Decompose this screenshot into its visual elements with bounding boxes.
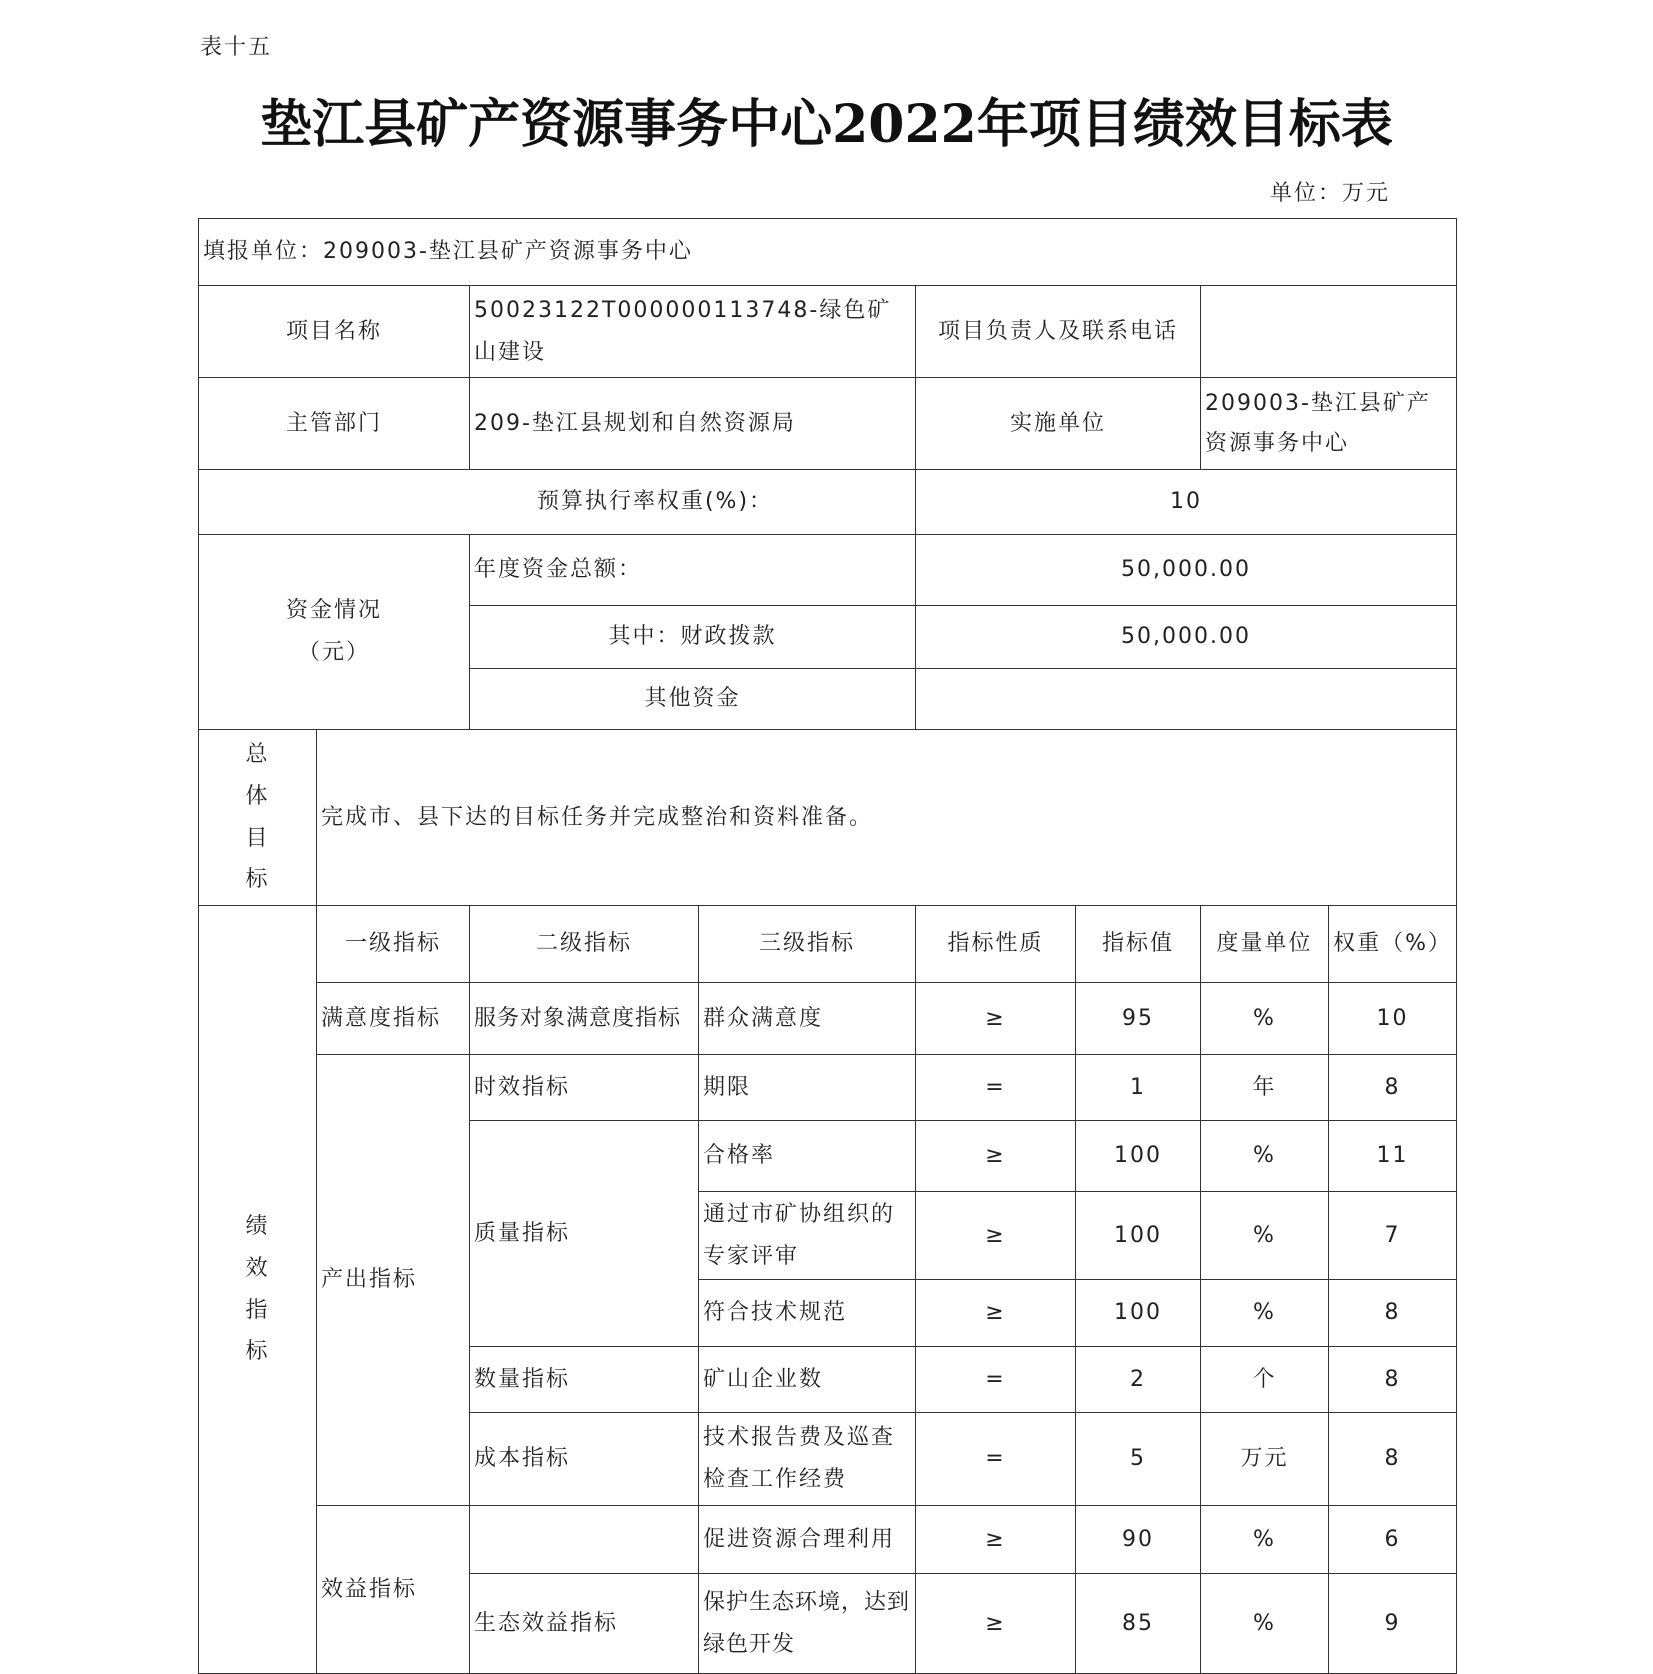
indicator-value: 1 [1076, 1055, 1201, 1121]
implementing-unit-value: 209003-垫江县矿产资源事务中心 [1201, 378, 1457, 470]
department-value: 209-垫江县规划和自然资源局 [470, 378, 916, 470]
level2-quality: 质量指标 [470, 1121, 699, 1347]
table-row [199, 1055, 1457, 1121]
indicator-nature: ≥ [916, 1121, 1076, 1192]
indicator-weight: 7 [1329, 1192, 1457, 1280]
level2-quantity: 数量指标 [470, 1347, 699, 1413]
indicator-name: 通过市矿协组织的专家评审 [699, 1192, 916, 1280]
indicator-char: 绩 [245, 1213, 270, 1239]
header-level2: 二级指标 [470, 906, 699, 983]
indicator-nature: ≥ [916, 1280, 1076, 1347]
performance-target-table [198, 218, 1457, 1674]
indicator-unit: % [1201, 1574, 1329, 1674]
project-leader-value [1201, 286, 1457, 378]
indicator-weight: 10 [1329, 983, 1457, 1055]
indicator-unit: % [1201, 983, 1329, 1055]
indicator-name: 符合技术规范 [699, 1280, 916, 1347]
indicator-value: 100 [1076, 1280, 1201, 1347]
level1-satisfaction: 满意度指标 [317, 983, 470, 1055]
indicator-value: 2 [1076, 1347, 1201, 1413]
header-weight: 权重（%） [1329, 906, 1457, 983]
overall-goal-text: 完成市、县下达的目标任务并完成整治和资料准备。 [317, 730, 1457, 906]
indicator-value: 95 [1076, 983, 1201, 1055]
indicator-name: 技术报告费及巡查检查工作经费 [699, 1413, 916, 1506]
indicator-weight: 8 [1329, 1055, 1457, 1121]
page-title: 垫江县矿产资源事务中心2022年项目绩效目标表 [260, 94, 1393, 155]
indicator-unit: % [1201, 1506, 1329, 1574]
project-name-value: 50023122T000000113748-绿色矿山建设 [470, 286, 916, 378]
annual-funds-label: 年度资金总额： [470, 535, 916, 606]
indicator-nature: = [916, 1055, 1076, 1121]
other-funds-label: 其他资金 [470, 669, 916, 730]
level2-service: 服务对象满意度指标 [470, 983, 699, 1055]
indicators-label [199, 906, 317, 1674]
indicator-weight: 8 [1329, 1280, 1457, 1347]
goal-char: 总 [245, 741, 270, 767]
funds-label-line2: （元） [297, 640, 370, 665]
fiscal-funds-value: 50,000.00 [916, 606, 1457, 669]
indicator-value: 90 [1076, 1506, 1201, 1574]
indicator-nature: ≥ [916, 1192, 1076, 1280]
indicator-unit: % [1201, 1280, 1329, 1347]
funds-label-line1: 资金情况 [285, 598, 382, 624]
indicator-char: 效 [245, 1255, 270, 1281]
header-nature: 指标性质 [916, 906, 1076, 983]
indicator-weight: 8 [1329, 1347, 1457, 1413]
department-label: 主管部门 [199, 378, 470, 470]
indicator-weight: 11 [1329, 1121, 1457, 1192]
annual-funds-value: 50,000.00 [916, 535, 1457, 606]
budget-weight-label: 预算执行率权重(%)： [199, 470, 916, 535]
table-row [199, 983, 1457, 1055]
header-unit: 度量单位 [1201, 906, 1329, 983]
level1-benefit: 效益指标 [317, 1506, 470, 1674]
indicator-name: 促进资源合理利用 [699, 1506, 916, 1574]
fiscal-funds-label: 其中：财政拨款 [470, 606, 916, 669]
unit-label: 单位：万元 [1270, 181, 1391, 206]
indicator-value: 85 [1076, 1574, 1201, 1674]
indicator-nature: ≥ [916, 983, 1076, 1055]
indicator-name: 保护生态环境，达到绿色开发 [699, 1574, 916, 1674]
indicator-unit: % [1201, 1121, 1329, 1192]
indicator-nature: = [916, 1413, 1076, 1506]
indicator-name: 矿山企业数 [699, 1347, 916, 1413]
indicator-nature: ≥ [916, 1506, 1076, 1574]
indicator-nature: ≥ [916, 1574, 1076, 1674]
indicator-unit: % [1201, 1192, 1329, 1280]
level1-output: 产出指标 [317, 1055, 470, 1506]
indicator-value: 100 [1076, 1192, 1201, 1280]
implementing-unit-label: 实施单位 [916, 378, 1201, 470]
indicator-weight: 6 [1329, 1506, 1457, 1574]
project-leader-label: 项目负责人及联系电话 [916, 286, 1201, 378]
other-funds-value [916, 669, 1457, 730]
level2-time: 时效指标 [470, 1055, 699, 1121]
goal-char: 标 [245, 867, 270, 893]
level2-cost: 成本指标 [470, 1413, 699, 1506]
indicator-value: 5 [1076, 1413, 1201, 1506]
funds-label [199, 535, 470, 730]
reporting-unit: 填报单位：209003-垫江县矿产资源事务中心 [199, 219, 1457, 286]
overall-goal-label [199, 730, 317, 906]
header-value: 指标值 [1076, 906, 1201, 983]
budget-weight-value: 10 [916, 470, 1457, 535]
indicator-name: 期限 [699, 1055, 916, 1121]
table-number-label: 表十五 [200, 35, 273, 60]
table-row [199, 1506, 1457, 1574]
indicator-char: 标 [245, 1339, 270, 1365]
goal-char: 体 [245, 783, 270, 809]
project-name-label: 项目名称 [199, 286, 470, 378]
header-level3: 三级指标 [699, 906, 916, 983]
indicator-unit: 个 [1201, 1347, 1329, 1413]
indicator-weight: 9 [1329, 1574, 1457, 1674]
header-level1: 一级指标 [317, 906, 470, 983]
level2-benefit-blank [470, 1506, 699, 1574]
level2-eco: 生态效益指标 [470, 1574, 699, 1674]
indicator-weight: 8 [1329, 1413, 1457, 1506]
indicator-unit: 年 [1201, 1055, 1329, 1121]
indicator-nature: = [916, 1347, 1076, 1413]
indicator-name: 合格率 [699, 1121, 916, 1192]
indicator-value: 100 [1076, 1121, 1201, 1192]
indicator-name: 群众满意度 [699, 983, 916, 1055]
goal-char: 目 [245, 825, 270, 851]
indicator-char: 指 [245, 1297, 270, 1323]
indicator-unit: 万元 [1201, 1413, 1329, 1506]
